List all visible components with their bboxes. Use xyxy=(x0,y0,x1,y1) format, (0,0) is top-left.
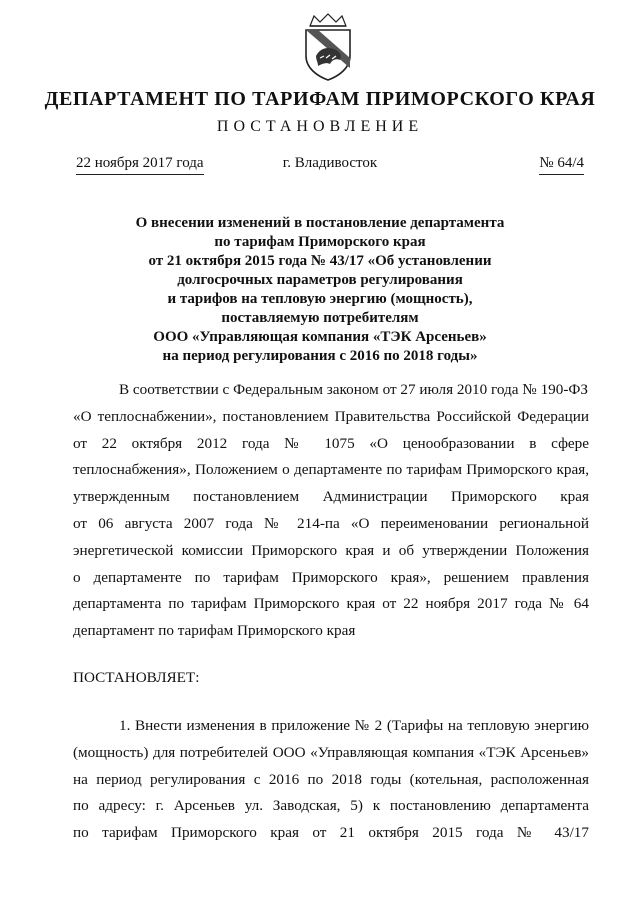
item-line: 1. Внести изменения в приложение № 2 (Тарифы на тепловую энергию xyxy=(119,717,589,734)
preamble-line: теплоснабжения», Положением о департаменте по тарифам Приморского края, xyxy=(73,461,589,479)
subject-line: О внесении изменений в постановление департамента xyxy=(135,215,505,231)
preamble-line: энергетической комиссии Приморского края и об утверждении Положения xyxy=(73,541,589,559)
item-line: (мощность) для потребителей ООО «Управляющая компания «ТЭК Арсеньев» xyxy=(73,743,589,761)
preamble-line: В соответствии с Федеральным законом от 27 июля 2010 года № 190-ФЗ xyxy=(119,381,589,398)
subject-line: и тарифов на тепловую энергию (мощность), xyxy=(167,291,473,307)
preamble-line: «О теплоснабжении», постановлением Правительства Российской Федерации xyxy=(73,407,589,425)
preamble-line: от 22 октября 2012 года № 1075 «О ценообразовании в сфере xyxy=(73,434,589,452)
subject-line: ООО «Управляющая компания «ТЭК Арсеньев» xyxy=(153,329,487,345)
preamble-line: о департаменте по тарифам Приморского края», решением правления xyxy=(73,568,589,586)
coat-of-arms-icon xyxy=(296,12,360,82)
subject-line: по тарифам Приморского края xyxy=(214,234,426,250)
subject-line: на период регулирования с 2016 по 2018 годы» xyxy=(162,348,478,364)
item-line: по адресу: г. Арсеньев ул. Заводская, 5) к постановлению департамента xyxy=(73,797,589,815)
item-1-paragraph xyxy=(73,713,589,847)
item-line: на период регулирования с 2016 по 2018 годы (котельная, расположенная xyxy=(73,770,589,788)
document-date: 22 ноября 2017 года xyxy=(76,155,204,175)
preamble-line: департамент по тарифам Приморского края xyxy=(73,622,356,640)
document-subject xyxy=(70,214,570,366)
department-title: ДЕПАРТАМЕНТ ПО ТАРИФАМ ПРИМОРСКОГО КРАЯ xyxy=(44,88,596,110)
preamble-paragraph xyxy=(73,377,589,645)
decree-heading: ПОСТАНОВЛЯЕТ: xyxy=(73,669,200,686)
document-city: г. Владивосток xyxy=(282,155,378,171)
document-type: ПОСТАНОВЛЕНИЕ xyxy=(216,118,424,135)
preamble-line: утвержденным постановлением Администрации Приморского края xyxy=(73,488,589,506)
preamble-line: департамента по тарифам Приморского края от 22 ноября 2017 года № 64 xyxy=(73,595,589,613)
subject-line: долгосрочных параметров регулирования xyxy=(177,272,463,288)
subject-line: поставляемую потребителям xyxy=(221,310,419,326)
item-line: по тарифам Приморского края от 21 октября 2015 года № 43/17 xyxy=(73,824,589,842)
preamble-line: от 06 августа 2007 года № 214-па «О переименовании региональной xyxy=(73,514,589,532)
document-number: № 64/4 xyxy=(539,155,584,175)
subject-line: от 21 октября 2015 года № 43/17 «Об установлении xyxy=(148,253,492,269)
